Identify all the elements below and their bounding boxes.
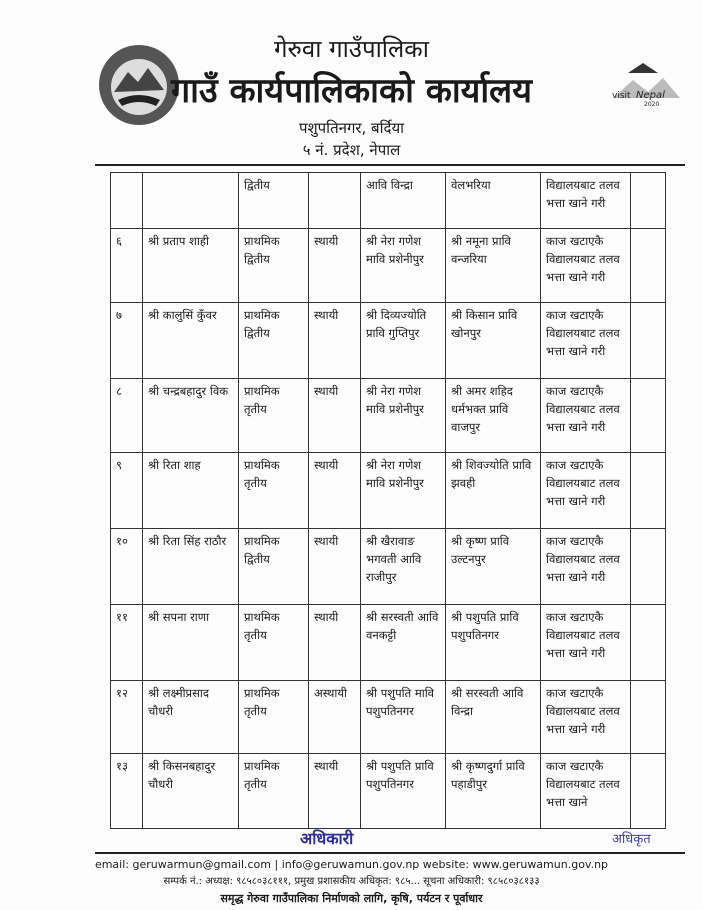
cell-name: श्री रिता शाह xyxy=(143,453,239,529)
cell-from: श्री खैरावाङ भगवती आवि राजीपुर xyxy=(361,529,446,605)
cell-remark: काज खटाएकै विद्यालयबाट तलव भत्ता खाने गरी xyxy=(541,303,631,379)
cell-level: प्राथमिक तृतीय xyxy=(239,379,309,453)
cell-extra xyxy=(631,754,666,829)
cell-extra xyxy=(631,379,666,453)
cell-sn: १२ xyxy=(111,681,143,754)
cell-from: श्री पशुपति मावि पशुपतिनगर xyxy=(361,681,446,754)
cell-type: स्थायी xyxy=(309,754,361,829)
cell-to: श्री कृष्णदुर्गा प्रावि पहाडीपुर xyxy=(446,754,541,829)
cell-level: प्राथमिक द्वितीय xyxy=(239,229,309,303)
signature-text: अधिकृत xyxy=(612,832,651,847)
cell-extra xyxy=(631,453,666,529)
cell-sn: १० xyxy=(111,529,143,605)
cell-level: प्राथमिक द्वितीय xyxy=(239,529,309,605)
cell-remark: काज खटाएकै विद्यालयबाट तलव भत्ता खाने गरी xyxy=(541,605,631,681)
table-row xyxy=(111,681,666,754)
cell-remark: काज खटाएकै विद्यालयबाट तलव भत्ता खाने गरी xyxy=(541,681,631,754)
cell-type: स्थायी xyxy=(309,303,361,379)
cell-type: स्थायी xyxy=(309,453,361,529)
address-line-2: ५ नं. प्रदेश, नेपाल xyxy=(302,141,401,159)
svg-text:2020: 2020 xyxy=(644,101,660,108)
table-row xyxy=(111,605,666,681)
table-row xyxy=(111,379,666,453)
cell-from: श्री पशुपति प्रावि पशुपतिनगर xyxy=(361,754,446,829)
cell-sn: १३ xyxy=(111,754,143,829)
cell-remark: विद्यालयबाट तलव भत्ता खाने गरी xyxy=(541,173,631,229)
cell-from: श्री नेरा गणेश मावि प्रशेनीपुर xyxy=(361,453,446,529)
cell-level: द्वितीय xyxy=(239,173,309,229)
cell-to: श्री अमर शहिद धर्मभक्त प्रावि वाजपुर xyxy=(446,379,541,453)
cell-sn: ७ xyxy=(111,303,143,379)
org-name: गेरुवा गाउँपालिका xyxy=(274,35,429,63)
cell-to: श्री कृष्ण प्रावि उल्टनपुर xyxy=(446,529,541,605)
cell-level: प्राथमिक तृतीय xyxy=(239,453,309,529)
cell-extra xyxy=(631,173,666,229)
cell-level: प्राथमिक तृतीय xyxy=(239,681,309,754)
visit-nepal-logo xyxy=(608,58,683,108)
cell-sn: ११ xyxy=(111,605,143,681)
cell-level: प्राथमिक तृतीय xyxy=(239,754,309,829)
cell-from: श्री सरस्वती आवि वनकट्टी xyxy=(361,605,446,681)
cell-remark: काज खटाएकै विद्यालयबाट तलव भत्ता खाने गरी xyxy=(541,379,631,453)
cell-to: श्री पशुपति प्रावि पशुपतिनगर xyxy=(446,605,541,681)
footer-divider xyxy=(95,852,685,854)
cell-from: श्री नेरा गणेश मावि प्रशेनीपुर xyxy=(361,379,446,453)
cell-name: श्री प्रताप शाही xyxy=(143,229,239,303)
cell-remark: काज खटाएकै विद्यालयबाट तलव भत्ता खाने गरी xyxy=(541,453,631,529)
cell-extra xyxy=(631,605,666,681)
cell-sn: ६ xyxy=(111,229,143,303)
table-row xyxy=(111,754,666,829)
cell-name: श्री लक्ष्मीप्रसाद चौधरी xyxy=(143,681,239,754)
cell-name: श्री किसनबहादुर चौधरी xyxy=(143,754,239,829)
cell-type: स्थायी xyxy=(309,529,361,605)
cell-sn: ९ xyxy=(111,453,143,529)
cell-sn: ८ xyxy=(111,379,143,453)
table-row xyxy=(111,303,666,379)
cell-extra xyxy=(631,529,666,605)
cell-to: श्री किसान प्रावि खोनपुर xyxy=(446,303,541,379)
svg-text:Nepal: Nepal xyxy=(636,90,665,101)
cell-to: वेलभरिया xyxy=(446,173,541,229)
cell-sn xyxy=(111,173,143,229)
table-row xyxy=(111,529,666,605)
cell-remark: काज खटाएकै विद्यालयबाट तलव भत्ता खाने गरी xyxy=(541,529,631,605)
cell-to: श्री सरस्वती आवि विन्द्रा xyxy=(446,681,541,754)
cell-type: स्थायी xyxy=(309,379,361,453)
cell-remark: काज खटाएकै विद्यालयबाट तलव भत्ता खाने गरी xyxy=(541,229,631,303)
cell-to: श्री शिवज्योति प्रावि झवही xyxy=(446,453,541,529)
cell-name: श्री सपना राणा xyxy=(143,605,239,681)
cell-level: प्राथमिक तृतीय xyxy=(239,605,309,681)
cell-name xyxy=(143,173,239,229)
office-title: गाउँ कार्यपालिकाको कार्यालय xyxy=(171,71,532,111)
cell-type: स्थायी xyxy=(309,229,361,303)
cell-name: श्री चन्द्रबहादुर विक xyxy=(143,379,239,453)
cell-name: श्री रिता सिंह राठौर xyxy=(143,529,239,605)
cell-extra xyxy=(631,681,666,754)
cell-from: श्री दिव्यज्योति प्रावि गुप्तिपुर xyxy=(361,303,446,379)
footer-slogan: समृद्ध गेरुवा गाउँपालिका निर्माणको लागि, कृषि, पर्यटन र पूर्वाधार xyxy=(220,892,483,905)
table-row xyxy=(111,173,666,229)
footer-phone: सम्पर्क नं.: अध्यक्ष: ९८५८०३८१११, प्रमुख प्रशासकीय अधिकृत: ९८५... सूचना अधिकारी: ९८५८०३८१३३ xyxy=(163,876,540,887)
table-row xyxy=(111,229,666,303)
cell-from: आवि विन्द्रा xyxy=(361,173,446,229)
address-line-1: पशुपतिनगर, बर्दिया xyxy=(298,119,405,137)
cell-name: श्री कालुसिं कुँवर xyxy=(143,303,239,379)
cell-type xyxy=(309,173,361,229)
stamp-text: अधिकारी xyxy=(300,829,354,848)
cell-to: श्री नमूना प्रावि वन्जरिया xyxy=(446,229,541,303)
footer-email: email: geruwarmun@gmail.com | info@geruwamun.gov.np website: www.geruwamun.gov.np xyxy=(94,858,609,871)
cell-extra xyxy=(631,229,666,303)
cell-from: श्री नेरा गणेश मावि प्रशेनीपुर xyxy=(361,229,446,303)
cell-remark: काज खटाएकै विद्यालयबाट तलव भत्ता खाने xyxy=(541,754,631,829)
table-row xyxy=(111,453,666,529)
cell-level: प्राथमिक द्वितीय xyxy=(239,303,309,379)
footer xyxy=(0,856,703,907)
header-divider xyxy=(95,164,685,166)
cell-type: अस्थायी xyxy=(309,681,361,754)
cell-extra xyxy=(631,303,666,379)
cell-type: स्थायी xyxy=(309,605,361,681)
transfer-table xyxy=(110,172,666,829)
svg-text:visit: visit xyxy=(612,91,631,101)
